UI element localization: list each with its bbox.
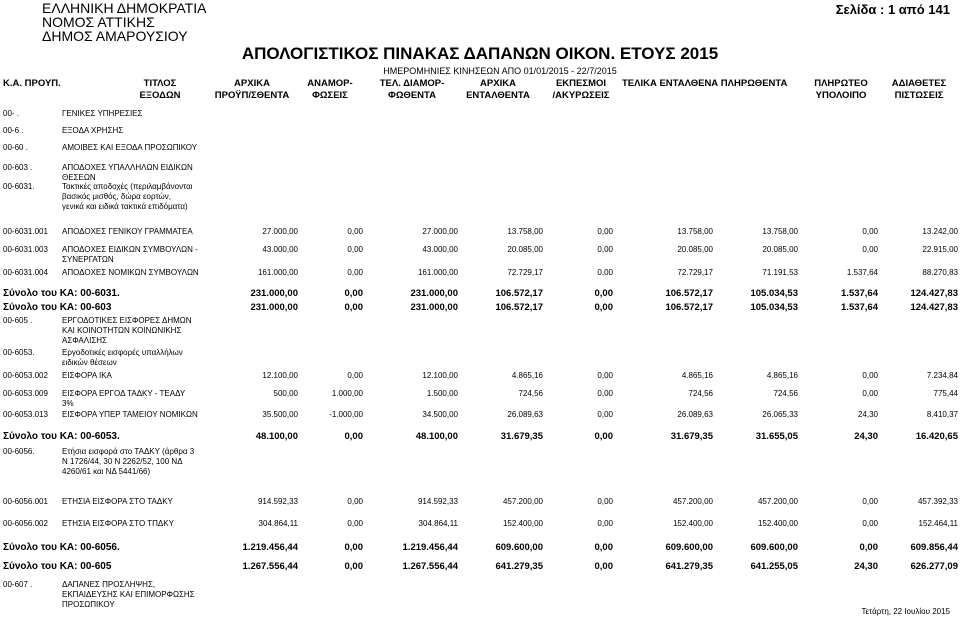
amount-cell: 13.758,00: [677, 227, 713, 236]
account-title-line: βασικός μισθός, δώρα εορτών,: [62, 192, 171, 201]
amount-cell: 0,00: [597, 497, 613, 506]
amount-cell: 13.758,00: [762, 227, 798, 236]
account-title-line: ΑΠΟΔΟΧΕΣ ΝΟΜΙΚΩΝ ΣΥΜΒΟΥΛΩΝ: [62, 268, 199, 277]
amount-cell: 124.427,83: [910, 302, 958, 313]
amount-cell: 1.267.556,44: [242, 561, 298, 572]
account-code: 00-6 .: [3, 126, 24, 135]
account-code: 00-6053.: [3, 348, 35, 357]
amount-cell: 0,00: [347, 268, 363, 277]
account-title: [62, 580, 195, 610]
amount-cell: 48.100,00: [255, 431, 298, 442]
account-title-line: ΕΞΟΔΑ ΧΡΗΣΗΣ: [62, 126, 124, 135]
amount-cell: 105.034,53: [750, 302, 798, 313]
amount-cell: 1.537,64: [841, 302, 878, 313]
account-title-line: ΑΜΟΙΒΕΣ ΚΑΙ ΕΞΟΔΑ ΠΡΟΣΩΠΙΚΟΥ: [62, 143, 198, 152]
org-line-1: ΕΛΛΗΝΙΚΗ ΔΗΜΟΚΡΑΤΙΑ: [42, 0, 207, 16]
account-title: [62, 245, 198, 265]
account-title: [62, 316, 192, 346]
amount-cell: 457.200,00: [757, 497, 798, 506]
amount-cell: 609.600,00: [665, 542, 713, 553]
amount-cell: 26.065,33: [762, 410, 798, 419]
amount-cell: 641.279,35: [665, 561, 713, 572]
account-title-line: ΑΠΟΔΟΧΕΣ ΓΕΝΙΚΟΥ ΓΡΑΜΜΑΤΕΑ: [62, 227, 193, 236]
account-title: [62, 268, 199, 278]
amount-cell: 106.572,17: [665, 288, 713, 299]
amount-cell: 72.729,17: [507, 268, 543, 277]
account-title: [62, 497, 173, 507]
header-transfers: [300, 78, 360, 102]
amount-cell: 0,00: [347, 227, 363, 236]
account-title: [62, 182, 193, 212]
amount-cell: 0,00: [347, 371, 363, 380]
amount-cell: 13.242,00: [922, 227, 958, 236]
amount-cell: 72.729,17: [677, 268, 713, 277]
account-title: [62, 389, 185, 409]
total-label: Σύνολο του ΚΑ: 00-6053.: [3, 431, 120, 442]
amount-cell: 231.000,00: [250, 288, 298, 299]
amount-cell: 161.000,00: [257, 268, 298, 277]
amount-cell: 27.000,00: [262, 227, 298, 236]
account-title: [62, 519, 174, 529]
amount-cell: 0,00: [862, 245, 878, 254]
amount-cell: 20.085,00: [762, 245, 798, 254]
account-code: 00-6056.001: [3, 497, 48, 506]
amount-cell: 106.572,17: [495, 302, 543, 313]
amount-cell: 914.592,33: [257, 497, 298, 506]
account-code: 00-6053.009: [3, 389, 48, 398]
amount-cell: 0,00: [597, 389, 613, 398]
amount-cell: 0,00: [594, 542, 613, 553]
amount-cell: 105.034,53: [750, 288, 798, 299]
header-remaining-l2: ΥΠΟΛΟΙΠΟ: [815, 90, 867, 101]
footer-date: Τετάρτη, 22 Ιουλίου 2015: [861, 607, 950, 616]
account-code: 00-6031.004: [3, 268, 48, 277]
header-title: [130, 78, 190, 102]
amount-cell: 152.400,00: [757, 519, 798, 528]
amount-cell: 724,56: [773, 389, 798, 398]
amount-cell: 1.500,00: [426, 389, 458, 398]
account-title-line: ΔΑΠΑΝΕΣ ΠΡΟΣΛΗΨΗΣ,: [62, 580, 156, 589]
amount-cell: 231.000,00: [250, 302, 298, 313]
amount-cell: 724,56: [688, 389, 713, 398]
total-label: Σύνολο του ΚΑ: 00-605: [3, 561, 112, 572]
account-code: 00-6056.: [3, 447, 35, 456]
account-title: [62, 410, 198, 420]
amount-cell: 0,00: [597, 227, 613, 236]
header-unused-l1: ΑΔΙΑΘΕΤΕΣ: [891, 78, 947, 89]
amount-cell: 24,30: [854, 431, 878, 442]
report-title: ΑΠΟΛΟΓΙΣΤΙΚΟΣ ΠΙΝΑΚΑΣ ΔΑΠΑΝΩΝ ΟΙΚΟΝ. ΕΤΟΥΣ 2015: [241, 44, 719, 63]
amount-cell: 0,00: [862, 519, 878, 528]
amount-cell: 152.464,11: [918, 519, 958, 528]
amount-cell: 124.427,83: [910, 288, 958, 299]
account-title-line: ΕΙΣΦΟΡΑ ΥΠΕΡ ΤΑΜΕΙΟΥ ΝΟΜΙΚΩΝ: [62, 410, 198, 419]
amount-cell: 43.000,00: [422, 245, 458, 254]
amount-cell: 457.200,00: [502, 497, 543, 506]
amount-cell: 1.537,64: [841, 288, 878, 299]
header-ic-l2: ΕΝΤΑΛΘΕΝΤΑ: [466, 90, 530, 101]
amount-cell: 231.000,00: [410, 288, 458, 299]
header-initial: [212, 78, 292, 102]
amount-cell: 88.270,83: [922, 268, 958, 277]
amount-cell: 1.267.556,44: [402, 561, 458, 572]
header-initial-l2: ΠΡΟΫΠ/ΣΘΕΝΤΑ: [214, 90, 290, 101]
account-code: 00-6031.003: [3, 245, 48, 254]
account-title: [62, 163, 193, 183]
amount-cell: 1.000,00: [331, 389, 363, 398]
amount-cell: 231.000,00: [410, 302, 458, 313]
amount-cell: 0,00: [344, 431, 363, 442]
amount-cell: 71.191,53: [762, 268, 798, 277]
amount-cell: 26.089,63: [677, 410, 713, 419]
header-cleared-l1: ΕΚΠΕΣΜΟΙ: [555, 78, 607, 89]
amount-cell: 0,00: [347, 519, 363, 528]
amount-cell: 20.085,00: [677, 245, 713, 254]
amount-cell: 48.100,00: [415, 431, 458, 442]
amount-cell: 24,30: [857, 410, 878, 419]
header-final: [372, 78, 452, 102]
account-code: 00-6053.002: [3, 371, 48, 380]
amount-cell: 0,00: [862, 497, 878, 506]
account-title-line: ΕΤΗΣΙΑ ΕΙΣΦΟΡΑ ΣΤΟ ΤΑΔΚΥ: [62, 497, 173, 506]
amount-cell: 0,00: [859, 542, 878, 553]
amount-cell: 8.410,37: [926, 410, 958, 419]
account-title-line: ΓΕΝΙΚΕΣ ΥΠΗΡΕΣΙΕΣ: [62, 109, 143, 118]
amount-cell: 161.000,00: [417, 268, 458, 277]
amount-cell: 22.915,00: [922, 245, 958, 254]
account-title: [62, 447, 194, 477]
account-title-line: ΣΥΝΕΡΓΑΤΩΝ: [62, 255, 114, 264]
amount-cell: 724,56: [518, 389, 543, 398]
header-final-l1: ΤΕΛ. ΔΙΑΜΟΡ-: [379, 78, 445, 89]
amount-cell: 34.500,00: [422, 410, 458, 419]
header-title-l1: ΤΙΤΛΟΣ: [143, 78, 177, 89]
amount-cell: 0,00: [347, 245, 363, 254]
account-title-line: ΕΡΓΟΔΟΤΙΚΕΣ ΕΙΣΦΟΡΕΣ ΔΗΜΩΝ: [62, 316, 192, 325]
page-indicator: Σελίδα : 1 από 141: [835, 2, 950, 17]
account-title-line: ΠΡΟΣΩΠΙΚΟΥ: [62, 600, 115, 609]
account-code: 00-6056.002: [3, 519, 48, 528]
amount-cell: 7.234,84: [926, 371, 958, 380]
amount-cell: 914.592,33: [417, 497, 458, 506]
amount-cell: 609.600,00: [750, 542, 798, 553]
account-title-line: ΑΠΟΔΟΧΕΣ ΥΠΑΛΛΗΛΩΝ ΕΙΔΙΚΩΝ: [62, 163, 193, 172]
amount-cell: 0,00: [594, 561, 613, 572]
amount-cell: 1.219.456,44: [402, 542, 458, 553]
header-remaining-l1: ΠΛΗΡΩΤΕΟ: [814, 78, 868, 89]
amount-cell: 304.864,11: [418, 519, 458, 528]
amount-cell: 0,00: [344, 561, 363, 572]
amount-cell: 500,00: [273, 389, 298, 398]
amount-cell: 457.392,33: [917, 497, 958, 506]
amount-cell: 13.758,00: [507, 227, 543, 236]
amount-cell: 4.865,16: [681, 371, 713, 380]
amount-cell: 457.200,00: [672, 497, 713, 506]
header-cleared-l2: /ΑΚΥΡΩΣΕΙΣ: [552, 90, 610, 101]
account-title-line: Ετήσια εισφορά στο ΤΑΔΚΥ (άρθρα 3: [62, 447, 195, 456]
amount-cell: 0,00: [862, 389, 878, 398]
header-final-paid: ΤΕΛΙΚΑ ΕΝΤΑΛΘΕΝΑ ΠΛΗΡΩΘΕΝΤΑ: [622, 78, 788, 89]
amount-cell: 0,00: [344, 542, 363, 553]
amount-cell: 641.279,35: [495, 561, 543, 572]
account-title: [62, 348, 183, 368]
amount-cell: 26.089,63: [507, 410, 543, 419]
amount-cell: 641.255,05: [750, 561, 798, 572]
account-title-line: 4260/61 και ΝΔ 5441/66): [62, 467, 151, 476]
account-code: 00-603 .: [3, 163, 33, 172]
amount-cell: 0,00: [862, 227, 878, 236]
account-title-line: ΘΕΣΕΩΝ: [62, 173, 96, 182]
header-remaining: [806, 78, 876, 102]
amount-cell: 106.572,17: [665, 302, 713, 313]
header-transfers-l1: ΑΝΑΜΟΡ-: [307, 78, 353, 89]
amount-cell: 31.679,35: [670, 431, 713, 442]
amount-cell: 27.000,00: [422, 227, 458, 236]
header-initial-l1: ΑΡΧΙΚΑ: [234, 78, 270, 89]
header-unused: [880, 78, 958, 102]
amount-cell: 0,00: [597, 268, 613, 277]
account-title-line: ΑΣΦΑΛΙΣΗΣ: [62, 336, 108, 345]
header-ka: Κ.Α. ΠΡΟΥΠ.: [3, 78, 61, 89]
amount-cell: 1.537,64: [846, 268, 878, 277]
total-label: Σύνολο του ΚΑ: 00-603: [3, 302, 112, 313]
amount-cell: 609.600,00: [495, 542, 543, 553]
header-ic-l1: ΑΡΧΙΚΑ: [480, 78, 516, 89]
amount-cell: -1.000,00: [329, 410, 363, 419]
account-title-line: ΕΙΣΦΟΡΑ ΕΡΓΟΔ ΤΑΔΚΥ - ΤΕΑΔΥ: [62, 389, 186, 398]
org-line-2: ΝΟΜΟΣ ΑΤΤΙΚΗΣ: [42, 14, 155, 30]
account-title-line: Εργοδοτικές εισφορές υπαλλήλων: [62, 348, 183, 357]
header-cleared: [546, 78, 616, 102]
amount-cell: 0,00: [597, 371, 613, 380]
account-title: [62, 126, 123, 136]
amount-cell: 4.865,16: [766, 371, 798, 380]
amount-cell: 0,00: [862, 371, 878, 380]
account-title: [62, 227, 193, 237]
account-title-line: γενικά και ειδικά τακτικά επιδόματα): [62, 202, 188, 211]
amount-cell: 0,00: [594, 302, 613, 313]
amount-cell: 12.100,00: [422, 371, 458, 380]
account-code: 00-6031.001: [3, 227, 48, 236]
header-unused-l2: ΠΙΣΤΩΣΕΙΣ: [894, 90, 944, 101]
account-code: 00-607 .: [3, 580, 33, 589]
amount-cell: 0,00: [344, 302, 363, 313]
account-code: 00-6053.013: [3, 410, 48, 419]
amount-cell: 609.856,44: [910, 542, 958, 553]
header-initial-committed: [458, 78, 538, 102]
amount-cell: 35.500,00: [262, 410, 298, 419]
org-line-3: ΔΗΜΟΣ ΑΜΑΡΟΥΣΙΟΥ: [42, 28, 188, 44]
amount-cell: 0,00: [344, 288, 363, 299]
account-title-line: 3%: [62, 399, 74, 408]
amount-cell: 20.085,00: [507, 245, 543, 254]
amount-cell: 106.572,17: [495, 288, 543, 299]
amount-cell: 4.865,16: [511, 371, 543, 380]
amount-cell: 152.400,00: [502, 519, 543, 528]
account-code: 00-60 .: [3, 143, 28, 152]
account-code: 00-605 .: [3, 316, 33, 325]
account-code: 00- .: [3, 109, 20, 118]
account-title-line: Ν 1726/44, 30 Ν 2262/52, 100 ΝΔ: [62, 457, 183, 466]
account-title-line: ΑΠΟΔΟΧΕΣ ΕΙΔΙΚΩΝ ΣΥΜΒΟΥΛΩΝ -: [62, 245, 198, 254]
account-title: [62, 371, 112, 381]
amount-cell: 31.679,35: [500, 431, 543, 442]
account-title-line: ειδικών θέσεων: [62, 358, 117, 367]
amount-cell: 152.400,00: [672, 519, 713, 528]
account-title-line: ΕΙΣΦΟΡΑ ΙΚΑ: [62, 371, 112, 380]
amount-cell: 0,00: [597, 410, 613, 419]
amount-cell: 12.100,00: [262, 371, 298, 380]
account-title-line: ΕΤΗΣΙΑ ΕΙΣΦΟΡΑ ΣΤΟ ΤΠΔΚΥ: [62, 519, 174, 528]
account-title: [62, 109, 142, 119]
amount-cell: 304.864,11: [258, 519, 298, 528]
amount-cell: 31.655,05: [755, 431, 798, 442]
account-title-line: ΕΚΠΑΙΔΕΥΣΗΣ ΚΑΙ ΕΠΙΜΟΡΦΩΣΗΣ: [62, 590, 195, 599]
amount-cell: 626.277,09: [910, 561, 958, 572]
amount-cell: 0,00: [347, 497, 363, 506]
amount-cell: 775,44: [933, 389, 958, 398]
amount-cell: 0,00: [594, 288, 613, 299]
amount-cell: 1.219.456,44: [242, 542, 298, 553]
header-final-l2: ΦΩΘΕΝΤΑ: [388, 90, 436, 101]
total-label: Σύνολο του ΚΑ: 00-6056.: [3, 542, 120, 553]
total-label: Σύνολο του ΚΑ: 00-6031.: [3, 288, 120, 299]
amount-cell: 24,30: [854, 561, 878, 572]
amount-cell: 0,00: [597, 245, 613, 254]
amount-cell: 43.000,00: [262, 245, 298, 254]
amount-cell: 16.420,65: [915, 431, 958, 442]
amount-cell: 0,00: [594, 431, 613, 442]
account-code: 00-6031.: [3, 182, 35, 191]
account-title-line: Τακτικές αποδοχές (περιλαμβάνονται: [62, 182, 193, 191]
header-title-l2: ΕΞΟΔΩΝ: [139, 90, 181, 101]
header-transfers-l2: ΦΩΣΕΙΣ: [312, 90, 348, 101]
account-title: [62, 143, 197, 153]
account-title-line: ΚΑΙ ΚΟΙΝΟΤΗΤΩΝ ΚΟΙΝΩΝΙΚΗΣ: [62, 326, 182, 335]
amount-cell: 0,00: [597, 519, 613, 528]
period-range: ΗΜΕΡΟΜΗΝΙΕΣ ΚΙΝΗΣΕΩΝ ΑΠΟ 01/01/2015 - 22/7/2015: [383, 66, 617, 76]
